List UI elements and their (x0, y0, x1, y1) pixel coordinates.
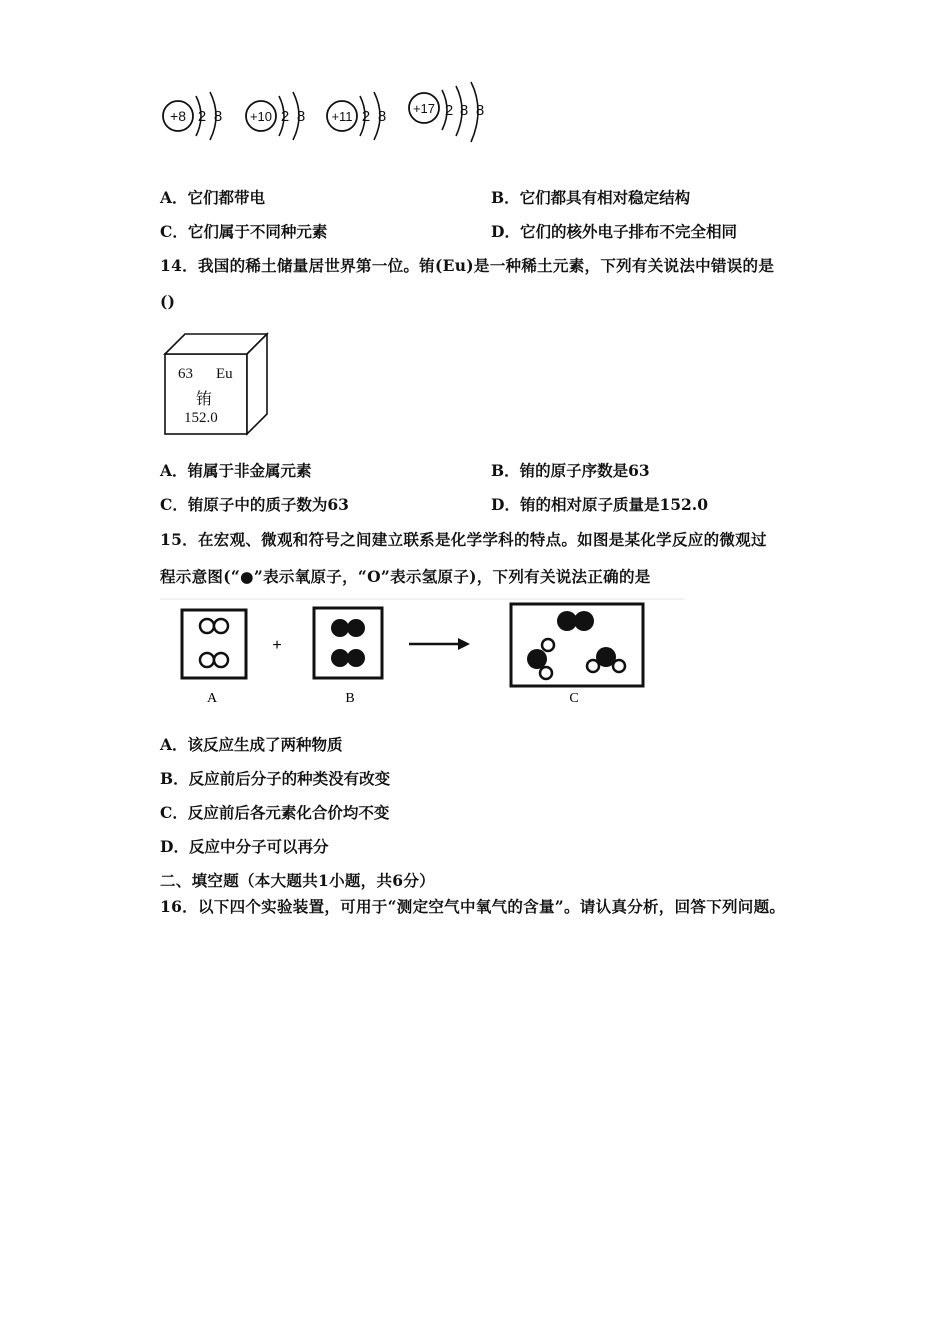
atom-1-nucleus: +8 (170, 108, 186, 124)
q13-option-a: A．它们都带电 (160, 188, 266, 207)
atom-2-shell-2: 8 (296, 108, 306, 125)
plus-sign: + (272, 637, 282, 654)
q14-option-d: D．铕的相对原子质量是152.0 (491, 495, 708, 514)
atom-2-nucleus: +10 (249, 109, 273, 124)
box-b (314, 608, 382, 678)
atom-diagram-3 (327, 92, 386, 140)
atom-4-shell-2: 8 (459, 102, 469, 119)
atom-1-shell-1: 2 (197, 108, 207, 125)
q14-stem: 14．我国的稀土储量居世界第一位。铕(Eu)是一种稀土元素，下列有关说法中错误的是 (160, 256, 775, 275)
atom-3-nucleus: +11 (331, 109, 353, 124)
element-atomic-mass: 152.0 (184, 410, 218, 426)
atom-4-shell-3: 8 (475, 102, 485, 119)
q15-option-b: B．反应前后分子的种类没有改变 (160, 769, 391, 788)
q15-option-c: C．反应前后各元素化合价均不变 (160, 803, 390, 822)
reaction-diagram (160, 598, 690, 708)
q14-option-a: A．铕属于非金属元素 (160, 461, 312, 480)
q13-option-c: C．它们属于不同种元素 (160, 222, 328, 241)
atom-3-shell-2: 8 (377, 108, 387, 125)
box-c (511, 604, 643, 686)
q15-option-a: A．该反应生成了两种物质 (160, 735, 343, 754)
atom-4-nucleus: +17 (412, 101, 436, 116)
label-a: A (206, 691, 218, 706)
atom-diagram-4 (409, 82, 484, 142)
atom-diagram-2 (246, 92, 305, 140)
q14-option-b: B．铕的原子序数是63 (491, 461, 650, 480)
label-b: B (345, 691, 355, 706)
atom-4-shell-1: 2 (444, 102, 454, 119)
q13-option-b: B．它们都具有相对稳定结构 (491, 188, 691, 207)
q13-option-d: D．它们的核外电子排布不完全相同 (491, 222, 737, 241)
label-c: C (569, 691, 579, 706)
atom-2-shell-1: 2 (280, 108, 290, 125)
element-symbol: Eu (216, 366, 233, 382)
atom-3-shell-1: 2 (361, 108, 371, 125)
q15-stem-line-2: 程示意图(“●”表示氧原子，“O”表示氢原子)，下列有关说法正确的是 (160, 567, 651, 586)
q14-option-c: C．铕原子中的质子数为63 (160, 495, 349, 514)
q14-answer-paren: () (160, 292, 176, 311)
element-card-eu (162, 332, 272, 438)
element-atomic-number: 63 (178, 366, 193, 382)
atom-diagram-1 (163, 92, 222, 140)
atom-1-shell-2: 8 (213, 108, 223, 125)
element-name: 铕 (196, 389, 213, 408)
box-a (182, 610, 246, 678)
q15-option-d: D．反应中分子可以再分 (160, 837, 329, 856)
section-2-heading: 二、填空题（本大题共1小题，共6分） (160, 871, 435, 890)
q15-stem-line-1: 15．在宏观、微观和符号之间建立联系是化学学科的特点。如图是某化学反应的微观过 (160, 530, 767, 549)
atom-structure-diagrams (158, 80, 498, 150)
reaction-arrow (409, 638, 470, 650)
q16-stem: 16．以下四个实验装置，可用于“测定空气中氧气的含量”。请认真分析，回答下列问题。 (160, 897, 786, 916)
